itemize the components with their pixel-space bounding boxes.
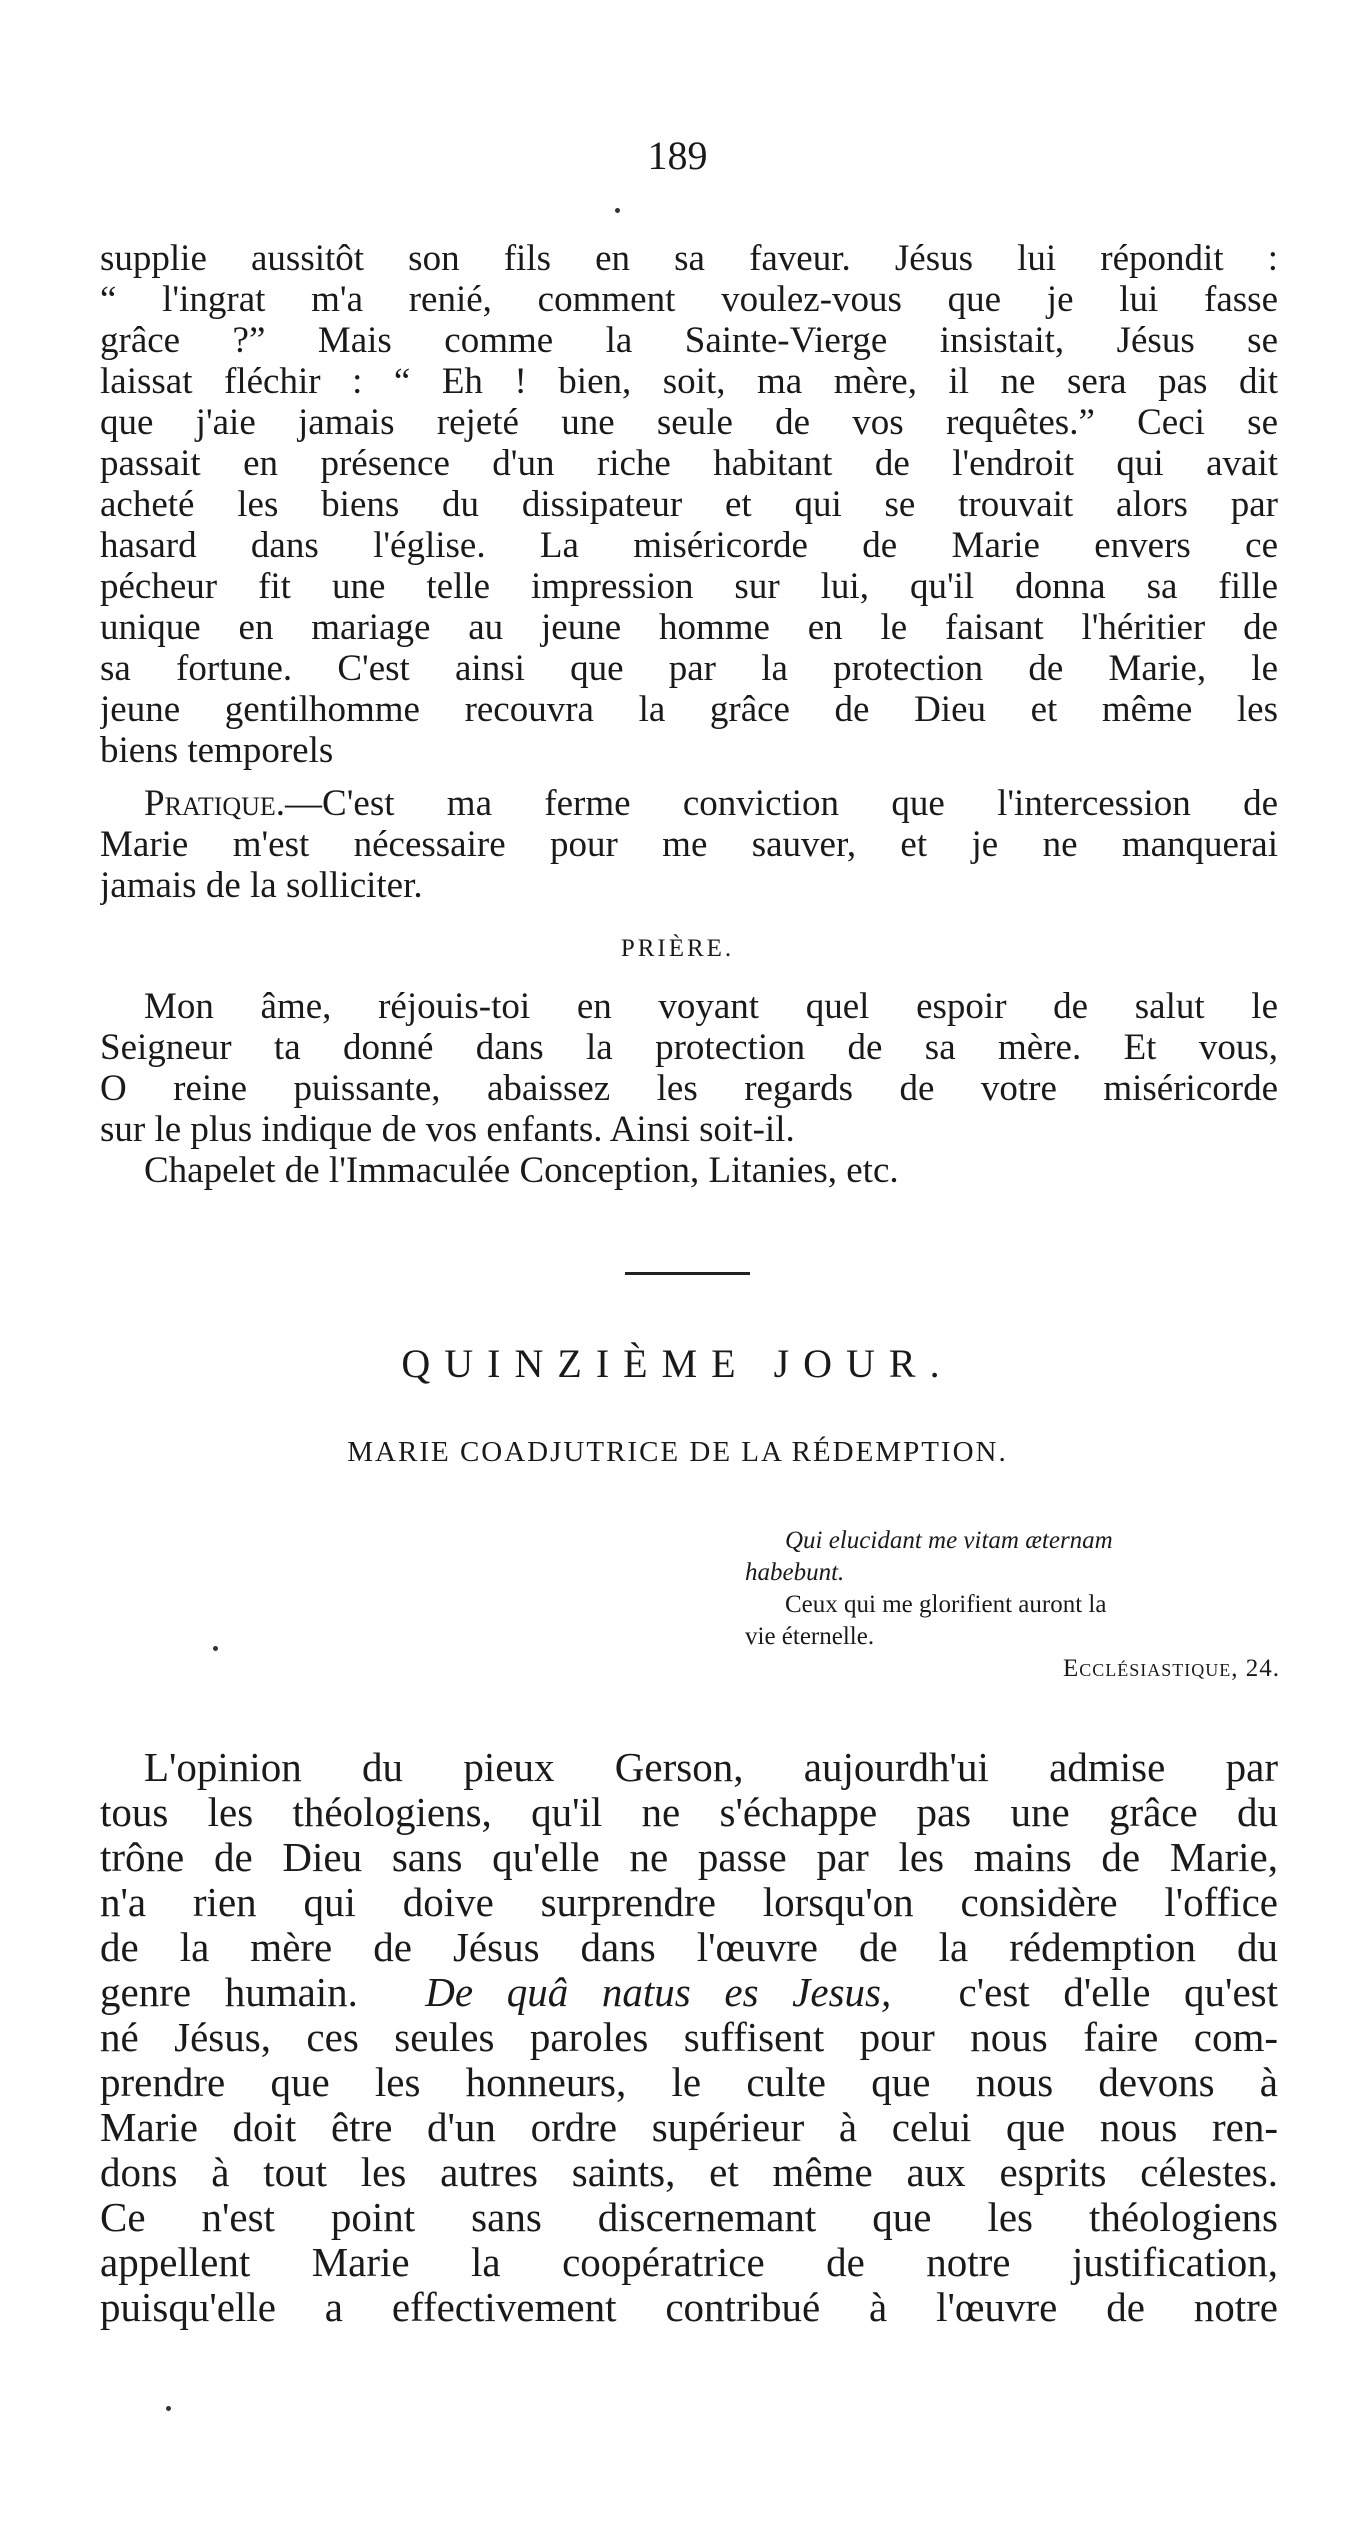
chapter-title: QUINZIÈME JOUR. xyxy=(401,1341,954,1386)
text-fragment: genre humain. xyxy=(100,1970,358,2015)
text-line: supplie aussitôt son fils en sa faveur. Jésus lui répondit : xyxy=(100,238,1278,279)
print-speck xyxy=(615,208,620,213)
chapter-subtitle: MARIE COADJUTRICE DE LA RÉDEMPTION. xyxy=(347,1436,1008,1468)
epigraph-source: Ecclésiastique, 24. xyxy=(1062,1655,1280,1682)
text-line: dons à tout les autres saints, et même aux esprits célestes. xyxy=(100,2150,1278,2195)
epigraph-translation: Ceux qui me glorifient auront la xyxy=(785,1591,1107,1618)
pratique-first-line xyxy=(100,783,1278,824)
text-line: biens temporels xyxy=(100,730,334,771)
text-line: que j'aie jamais rejeté une seule de vos requêtes.” Ceci se xyxy=(100,402,1278,443)
text-line: jeune gentilhomme recouvra la grâce de Dieu et même les xyxy=(100,689,1278,730)
text-line: prendre que les honneurs, le culte que nous devons à xyxy=(100,2060,1278,2105)
main-paragraph xyxy=(100,1745,1278,2330)
text-line: puisqu'elle a effectivement contribué à l'œuvre de notre xyxy=(100,2285,1278,2330)
text-line: appellent Marie la coopératrice de notre justification, xyxy=(100,2240,1278,2285)
text-line: Marie m'est nécessaire pour me sauver, et je ne manquerai xyxy=(100,824,1278,865)
epigraph-latin: Qui elucidant me vitam æternam xyxy=(785,1527,1113,1554)
epigraph-latin: habebunt. xyxy=(745,1559,845,1586)
text-line: “ l'ingrat m'a renié, comment voulez-vous que je lui fasse xyxy=(100,279,1278,320)
epigraph-translation: vie éternelle. xyxy=(745,1623,875,1650)
print-speck xyxy=(166,2406,171,2411)
text-line: O reine puissante, abaissez les regards de votre miséricorde xyxy=(100,1068,1278,1109)
text-line: Mon âme, réjouis-toi en voyant quel espoir de salut le xyxy=(144,986,1278,1027)
pratique-label: Pratique. xyxy=(144,783,286,824)
text-fragment: c'est d'elle qu'est xyxy=(958,1970,1278,2015)
page-number: 189 xyxy=(647,133,708,178)
text-line: sur le plus indique de vos enfants. Ainsi soit-il. xyxy=(100,1109,795,1150)
text-line: Seigneur ta donné dans la protection de sa mère. Et vous, xyxy=(100,1027,1278,1068)
text-fragment: —C'est ma ferme conviction que l'intercession de xyxy=(285,783,1278,824)
epigraph xyxy=(745,1525,1280,1685)
text-line: laissat fléchir : “ Eh ! bien, soit, ma mère, il ne sera pas dit xyxy=(100,361,1278,402)
pratique-paragraph xyxy=(100,783,1278,906)
text-line: de la mère de Jésus dans l'œuvre de la rédemption du xyxy=(100,1925,1278,1970)
section-divider xyxy=(625,1272,750,1275)
text-line: pécheur fit une telle impression sur lui, qu'il donna sa fille xyxy=(100,566,1278,607)
text-line: tous les théologiens, qu'il ne s'échappe pas une grâce du xyxy=(100,1790,1278,1835)
text-line: unique en mariage au jeune homme en le faisant l'héritier de xyxy=(100,607,1278,648)
text-line: passait en présence d'un riche habitant de l'endroit qui avait xyxy=(100,443,1278,484)
text-line: Marie doit être d'un ordre supérieur à celui que nous ren- xyxy=(100,2105,1278,2150)
print-speck xyxy=(213,1646,218,1651)
text-line: grâce ?” Mais comme la Sainte-Vierge insistait, Jésus se xyxy=(100,320,1278,361)
text-line: trône de Dieu sans qu'elle ne passe par les mains de Marie, xyxy=(100,1835,1278,1880)
text-line: né Jésus, ces seules paroles suffisent pour nous faire com- xyxy=(100,2015,1278,2060)
text-line: hasard dans l'église. La miséricorde de Marie envers ce xyxy=(100,525,1278,566)
text-line: acheté les biens du dissipateur et qui se trouvait alors par xyxy=(100,484,1278,525)
text-line-with-quote xyxy=(100,1970,1278,2015)
text-line: n'a rien qui doive surprendre lorsqu'on considère l'office xyxy=(100,1880,1278,1925)
text-line: L'opinion du pieux Gerson, aujourdh'ui admise par xyxy=(144,1745,1278,1790)
text-line: Ce n'est point sans discernemant que les théologiens xyxy=(100,2195,1278,2240)
story-paragraph xyxy=(100,238,1278,771)
priere-paragraph xyxy=(100,986,1278,1191)
text-line: sa fortune. C'est ainsi que par la protection de Marie, le xyxy=(100,648,1278,689)
latin-quote: De quâ natus es Jesus, xyxy=(425,1970,892,2015)
chapelet-line: Chapelet de l'Immaculée Conception, Litanies, etc. xyxy=(144,1150,899,1191)
text-line: jamais de la solliciter. xyxy=(100,865,423,906)
priere-heading: PRIÈRE. xyxy=(620,935,735,962)
